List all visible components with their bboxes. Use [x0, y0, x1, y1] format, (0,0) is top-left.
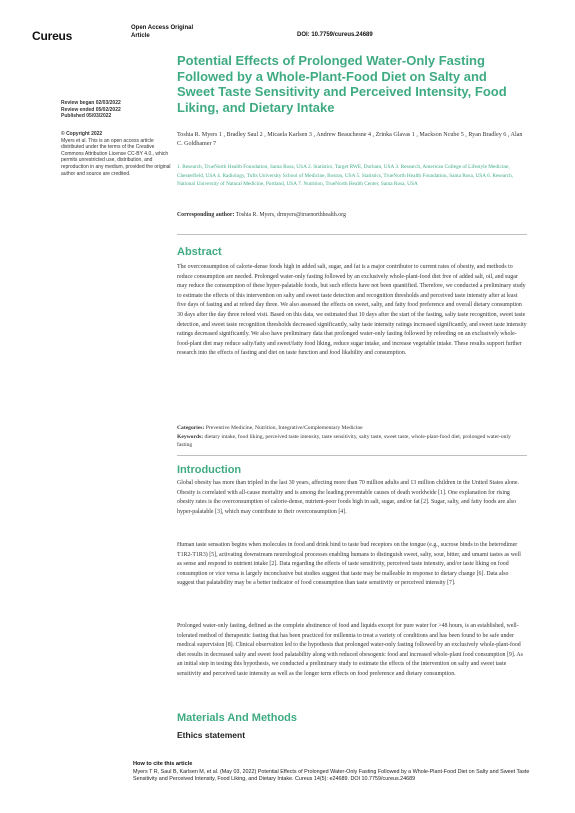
article-title: Potential Effects of Prolonged Water-Only Fasting Followed by a Whole-Plant-Food Diet on Salty and Sweet Taste Sensitivity and Perceived Intensity, Food Liking, and Dietary Intake [177, 53, 507, 115]
doi: DOI: 10.7759/cureus.24689 [297, 32, 373, 38]
published-date: Published 05/03/2022 [61, 113, 112, 120]
review-dates [61, 100, 173, 120]
author-list: Toshia R. Myers 1 , Bradley Saul 2 , Micaela Karlsen 3 , Andrew Beauchesne 4 , Zrinka Glavas 1 , Mackson Ncube 5 , Ryan Bradley 6 , Alan C. Goldhamer 7 [177, 132, 523, 147]
keywords-text: dietary intake, food liking, perceived taste intensity, taste sensitivity, salty taste, sweet taste, whole-plant-food diet, prolonged water-only fasting [177, 434, 511, 449]
open-access-label: Open Access Original [131, 25, 194, 31]
divider [177, 234, 527, 235]
introduction-heading: Introduction [177, 464, 242, 476]
ethics-subheading: Ethics statement [177, 730, 246, 740]
article-label: Article [131, 33, 150, 39]
abstract-text: The overconsumption of calorie-dense foods high in added salt, sugar, and fat is a major contributor to current rates of obesity, and methods to reduce consumption are needed. Prolonged water-only fasting followed by an exclusively whole-plant-food diet free of added salt, oil, and sugar may reduce the consumption of these hyper-palatable foods, but such effects have not been quantified. Therefore, we conducted a preliminary study to estimate the effects of this intervention on salty and sweet taste detection and recognition thresholds and perceived taste intensity after at least five days of fasting and at refeed day three. We also assessed the effects on sweet, salty, and fatty food preference and overall dietary consumption 30 days after the day three refeed visit. Based on this data, we estimated that 10 days after the start of the fasting, salty taste recognition, sweet taste detection, and sweet taste recognition thresholds decreased significantly, salty taste intensity ratings increased significantly, and sweet taste intensity ratings decreased significantly. We also have preliminary data that prolonged water-only fasting followed by refeeding on an exclusively whole-food-plant diet may reduce salty/fatty and sweet/fatty food liking, reduce sugar intake, and increase vegetable intake. These results support further research into the effects of fasting and diet on taste function and food likability and consumption. [177, 264, 527, 357]
categories-text: Preventive Medicine, Nutrition, Integrative/Complementary Medicine [204, 425, 363, 431]
corresponding-label: Corresponding author: [177, 212, 235, 218]
review-ended: Review ended 05/02/2022 [61, 106, 121, 113]
keywords [177, 433, 527, 450]
affiliations: 1. Research, TrueNorth Health Foundation, Santa Rosa, USA 2. Statistics, Target RWE, Durham, USA 3. Research, American College of Lifestyle Medicine, Chesterfield, USA 4. Radiology, Tufts University School of Medicine, Boston, USA 5. Statistics, TrueNorth Health Foundation, Santa Rosa, USA 6. Research, National University of Natural Medicine, Portland, USA 7. Nutrition, TrueNorth Health Center, Santa Rosa, USA [177, 164, 514, 187]
copyright-block [61, 131, 173, 177]
review-began: Review began 02/03/2022 [61, 100, 121, 106]
license-text: Myers et al. This is an open access article distributed under the terms of the Creative Commons Attribution License CC-BY 4.0., which permits unrestricted use, distribution, and reproduction in any medium, provided the original author and source are credited. [61, 137, 171, 177]
journal-logo: Cureus [32, 29, 73, 43]
corresponding-author [177, 212, 527, 218]
categories [177, 424, 527, 432]
categories-label: Categories: [177, 425, 205, 431]
corresponding-text: Toshia R. Myers, drmyers@truenorthhealth.org [234, 212, 346, 218]
introduction-paragraph-3: Prolonged water-only fasting, defined as the complete abstinence of food and liquids except for pure water for >48 hours, is an established, well-tolerated method of therapeutic fasting that has been practiced for millennia to treat a variety of conditions and has been found to be safe under medical supervision [8]. Clinical observation led to the hypothesis that prolonged water-only fasting followed by an exclusively whole-plant-food diet results in decreased salty and sweet food palatability along with reduced obesogenic food and increased whole-plant food consumption [9]. As an initial step in testing this hypothesis, we conducted a preliminary study to estimate the effects of the intervention on salty and sweet taste sensitivity and perceived taste intensity as well as the longer term effects on food preference and dietary consumption. [177, 623, 523, 677]
keywords-label: Keywords: [177, 434, 204, 440]
article-type [131, 24, 193, 40]
citation-text: Myers T R, Saul B, Karlsen M, et al. (May 03, 2022) Potential Effects of Prolonged Water-Only Fasting Followed by a Whole-Plant-Food Diet on Salty and Sweet Taste Sensitivity and Perceived Intensity, Food Liking, and Dietary Intake. Cureus 14(5): e24689. DOI 10.7759/cureus.24689 [133, 769, 530, 782]
copyright-heading: © Copyright 2022 [61, 131, 103, 137]
introduction-paragraph-2: Human taste sensation begins when molecules in food and drink bind to taste bud receptors on the tongue (e.g., sucrose binds to the heterodimer T1R2-T1R3) [5], activating downstream neurological processes enabling humans to distinguish sweet, salty, sour, bitter, and umami tastes as well as sense and respond to nutrient intake [2]. Data regarding the effects of taste sensitivity, perceived taste intensity, and/or taste liking on food consumption or vice versa is largely inconclusive but studies suggest that taste may be malleable in response to dietary change [6]. Data also suggest that palatability may be a better indicator of food consumption than taste sensitivity or perceived intensity [7]. [177, 542, 521, 587]
divider [177, 455, 527, 456]
introduction-paragraph-1: Global obesity has more than tripled in the last 30 years, affecting more than 70 million adults and 13 million children in the United States alone. Obesity is correlated with all-cause mortality and is among the leading preventable causes of death worldwide [1]. One explanation for rising obesity rates is the overconsumption of calorie-dense, nutrient-poor foods high in salt, sugar, and/or fat [2]. Sugar, salty, and fatty foods are also hyper-palatable [3], which may contribute to their overconsumption [4]. [177, 480, 519, 515]
methods-heading: Materials And Methods [177, 712, 297, 724]
abstract-heading: Abstract [177, 246, 222, 258]
citation-heading: How to cite this article [133, 761, 193, 767]
